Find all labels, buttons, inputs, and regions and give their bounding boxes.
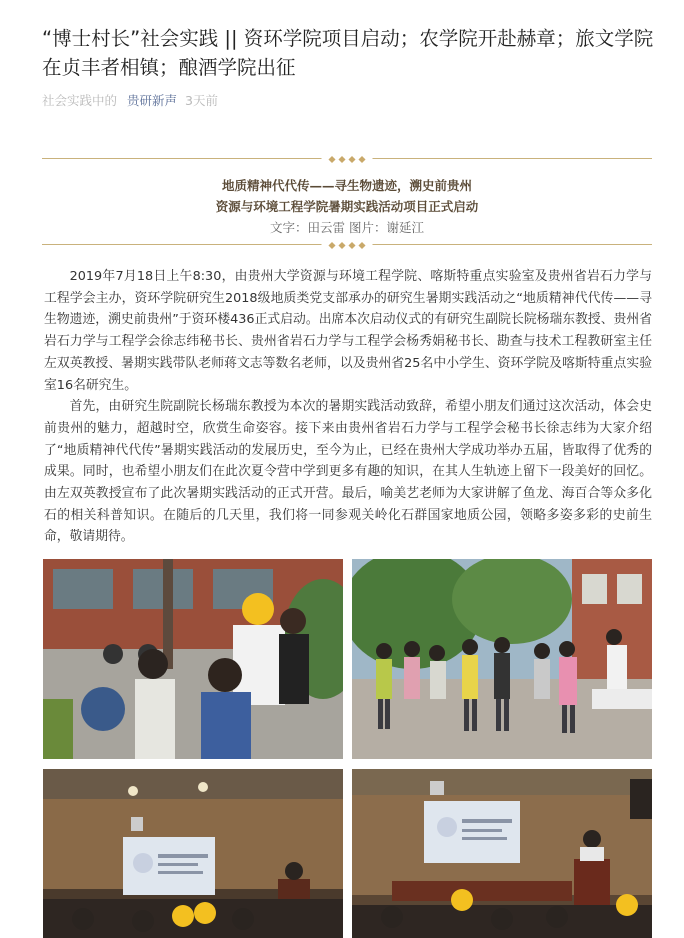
photo-lecture-hall-right[interactable] xyxy=(352,769,652,938)
article-title: “博士村长”社会实践 || 资环学院项目启动；农学院开赴赫章；旅文学院在贞丰者相镇；酿酒学院出征 xyxy=(42,27,654,79)
photo-students-courtyard[interactable] xyxy=(43,559,343,759)
paragraph-2: 首先，由研究生院副院长杨瑞东教授为本次的暑期实践活动致辞，希望小朋友们通过这次活动，体会史前贵州的魅力，超越时空，欣赏生命姿容。接下来由贵州省岩石力学与工程学会秘书长徐志纬为大家介绍了“地质精神代代传”暑期实践活动的发展历史，至今为止，已经在贵州大学成功举办五届，皆取得了优秀的成果。同时，也希望小朋友们在此次夏令营中学到更多有趣的知识，在其人生轨迹上留下一段美好的回忆。由左双英教授宣布了此次暑期实践活动的正式开营。最后，喻美艺老师为大家讲解了鱼龙、海百合等众多化石的相关科普知识。在随后的几天里，我们将一同参观关岭化石群国家地质公园，领略多姿多彩的史前生命，敬请期待。 xyxy=(44,399,652,545)
publish-time: 3天前 xyxy=(185,93,218,108)
paragraph-1: 2019年7月18日上午8:30，由贵州大学资源与环境工程学院、喀斯特重点实验室及贵州省岩石力学与工程学会主办，资环学院研究生2018级地质类党支部承办的研究生暑期实践活动之“地质精神代代传——寻生物遗迹，溯史前贵州”于资环楼436正式启动。出席本次启动仪式的有研究生副院长院杨瑞东教授、贵州省岩石力学与工程学会徐志纬秘书长、贵州省岩石力学与工程学会杨秀娟秘书长、勘查与技术工程教研室主任左双英教授、暑期实践带队老师蒋文志等数名老师，以及贵州省25名中小学生、资环学院及喀斯特重点实验室16名研究生。 xyxy=(44,269,652,393)
subtitle-line-1: 地质精神代代传——寻生物遗迹，溯史前贵州 xyxy=(221,178,472,193)
account-name-link[interactable]: 贵研新声 xyxy=(127,93,178,108)
ornament-divider-bottom xyxy=(42,238,652,252)
photo-lecture-hall-left[interactable] xyxy=(43,769,343,938)
article-body xyxy=(44,266,652,548)
ornament-divider-top xyxy=(42,152,652,166)
article-category: 社会实践中的 xyxy=(42,93,118,108)
photo-group-walkway[interactable] xyxy=(352,559,652,759)
subtitle-line-2: 资源与环境工程学院暑期实践活动项目正式启动 xyxy=(215,199,479,214)
article-meta xyxy=(42,91,218,109)
article-credits: 文字：田云雷 图片：谢延江 xyxy=(270,220,424,235)
